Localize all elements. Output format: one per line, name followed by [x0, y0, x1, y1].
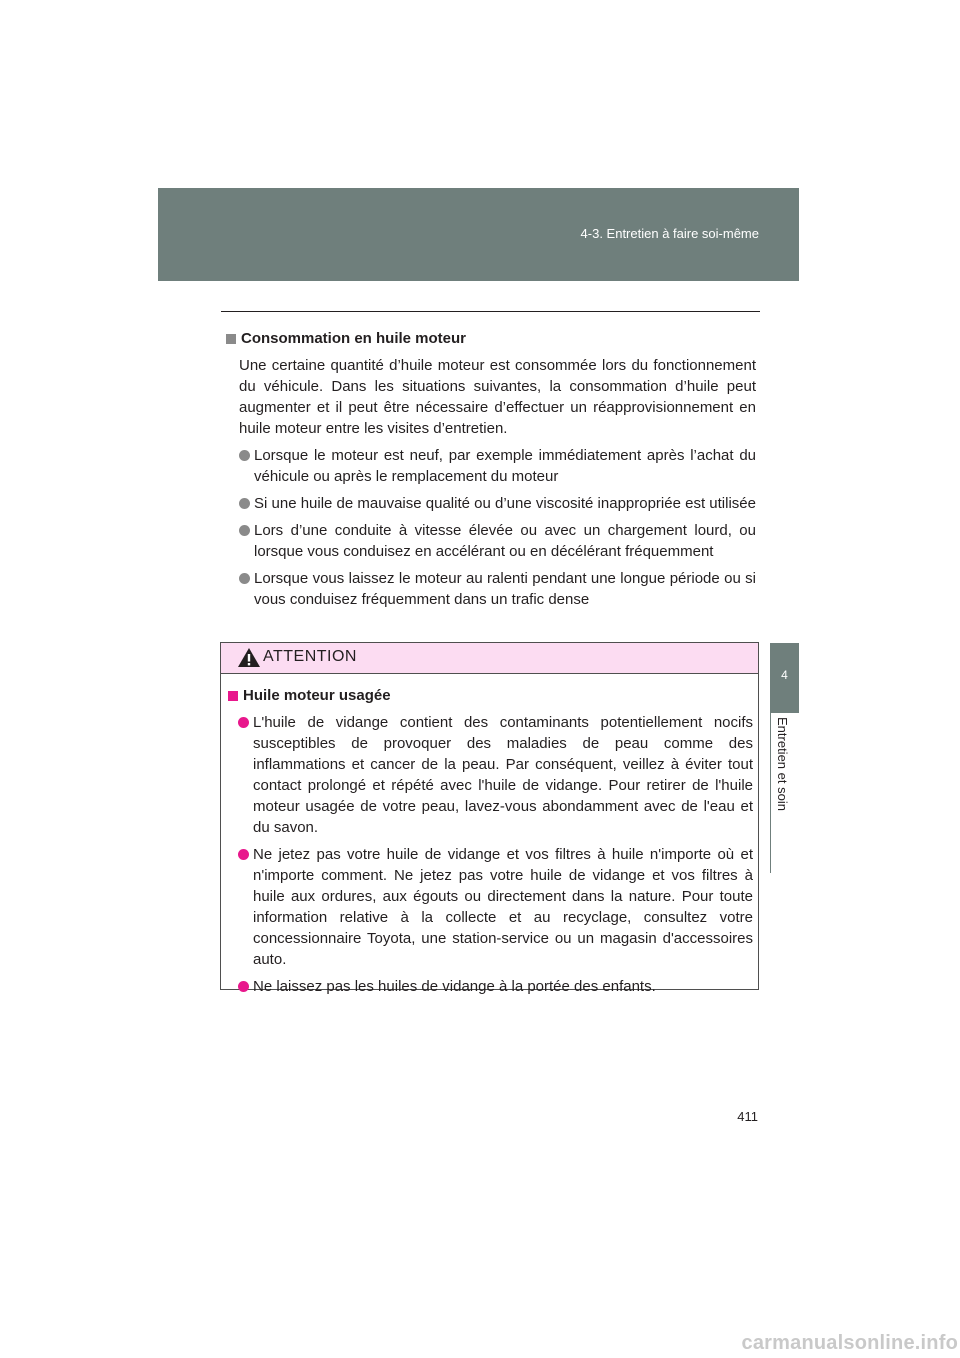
- list-item: [238, 976, 753, 997]
- warning-title: ATTENTION: [263, 648, 357, 665]
- round-bullet-icon: [239, 450, 250, 461]
- list-item-text: L'huile de vidange contient des contaminants potentiellement nocifs susceptibles de provoquer des maladies de peau comme des inflammations et cancer de la peau. Par conséquent, veillez à éviter tout contact prolongé et répété avec l'huile de vidange. Pour retirer de l'huile moteur usagée de votre peau, lavez-vous abondamment avec de l'eau et du savon.: [253, 714, 753, 836]
- section-bullet-list: [224, 445, 756, 610]
- round-bullet-icon: [239, 525, 250, 536]
- list-item-text: Ne laissez pas les huiles de vidange à la portée des enfants.: [253, 978, 656, 995]
- round-bullet-icon: [238, 981, 249, 992]
- round-bullet-icon: [239, 498, 250, 509]
- section-heading-text: Consommation en huile moteur: [241, 330, 467, 347]
- oil-consumption-section: [224, 328, 756, 616]
- chapter-tab-divider: [770, 713, 771, 873]
- list-item: [239, 493, 756, 514]
- section-paragraph: Une certaine quantité d’huile moteur est consommée lors du fonctionnement du véhicule. Dans les situations suivantes, la consommation d’huile peut augmenter et il peut être nécessaire d’effectuer un réapprovisionnement en huile moteur entre les visites d’entretien.: [239, 357, 756, 437]
- warning-content: [221, 674, 758, 997]
- list-item: [238, 844, 753, 970]
- square-bullet-icon: [226, 334, 236, 344]
- warning-heading: [226, 685, 753, 706]
- warning-heading-text: Huile moteur usagée: [243, 687, 391, 704]
- section-top-rule: [221, 311, 760, 312]
- list-item-text: Si une huile de mauvaise qualité ou d’une viscosité inappropriée est utilisée: [254, 495, 756, 512]
- header-section-title: 4-3. Entretien à faire soi-même: [580, 226, 759, 241]
- page-number: 411: [737, 1109, 758, 1124]
- list-item-text: Lorsque vous laissez le moteur au ralenti pendant une longue période ou si vous conduisez fréquemment dans un trafic dense: [254, 570, 756, 608]
- square-bullet-icon: [228, 691, 238, 701]
- round-bullet-icon: [238, 849, 249, 860]
- list-item-text: Lors d’une conduite à vitesse élevée ou avec un chargement lourd, ou lorsque vous conduisez en accélérant ou en décélérant fréquemment: [254, 522, 756, 560]
- warning-bullet-list: [226, 712, 753, 997]
- chapter-tab: [770, 643, 799, 713]
- watermark: carmanualsonline.info: [741, 1332, 958, 1354]
- list-item-text: Ne jetez pas votre huile de vidange et vos filtres à huile n'importe où et n'importe comment. Ne jetez pas votre huile de vidange et vos filtres à huile aux ordures, aux égouts ou directement dans la nature. Pour toute information relative à la collecte et au recyclage, consultez votre concessionnaire Toyota, une station-service ou un magasin d'accessoires auto.: [253, 846, 753, 968]
- warning-triangle-icon: [237, 647, 261, 668]
- list-item: [239, 568, 756, 610]
- list-item-text: Lorsque le moteur est neuf, par exemple immédiatement après l’achat du véhicule ou après le remplacement du moteur: [254, 447, 756, 485]
- list-item: [239, 520, 756, 562]
- round-bullet-icon: [238, 717, 249, 728]
- warning-box: [220, 642, 759, 995]
- list-item: [239, 445, 756, 487]
- chapter-title: Entretien et soin: [775, 717, 790, 811]
- chapter-number: 4: [781, 668, 788, 682]
- section-heading: [224, 328, 756, 349]
- list-item: [238, 712, 753, 838]
- warning-header: [221, 643, 758, 674]
- header-band: [158, 188, 799, 281]
- round-bullet-icon: [239, 573, 250, 584]
